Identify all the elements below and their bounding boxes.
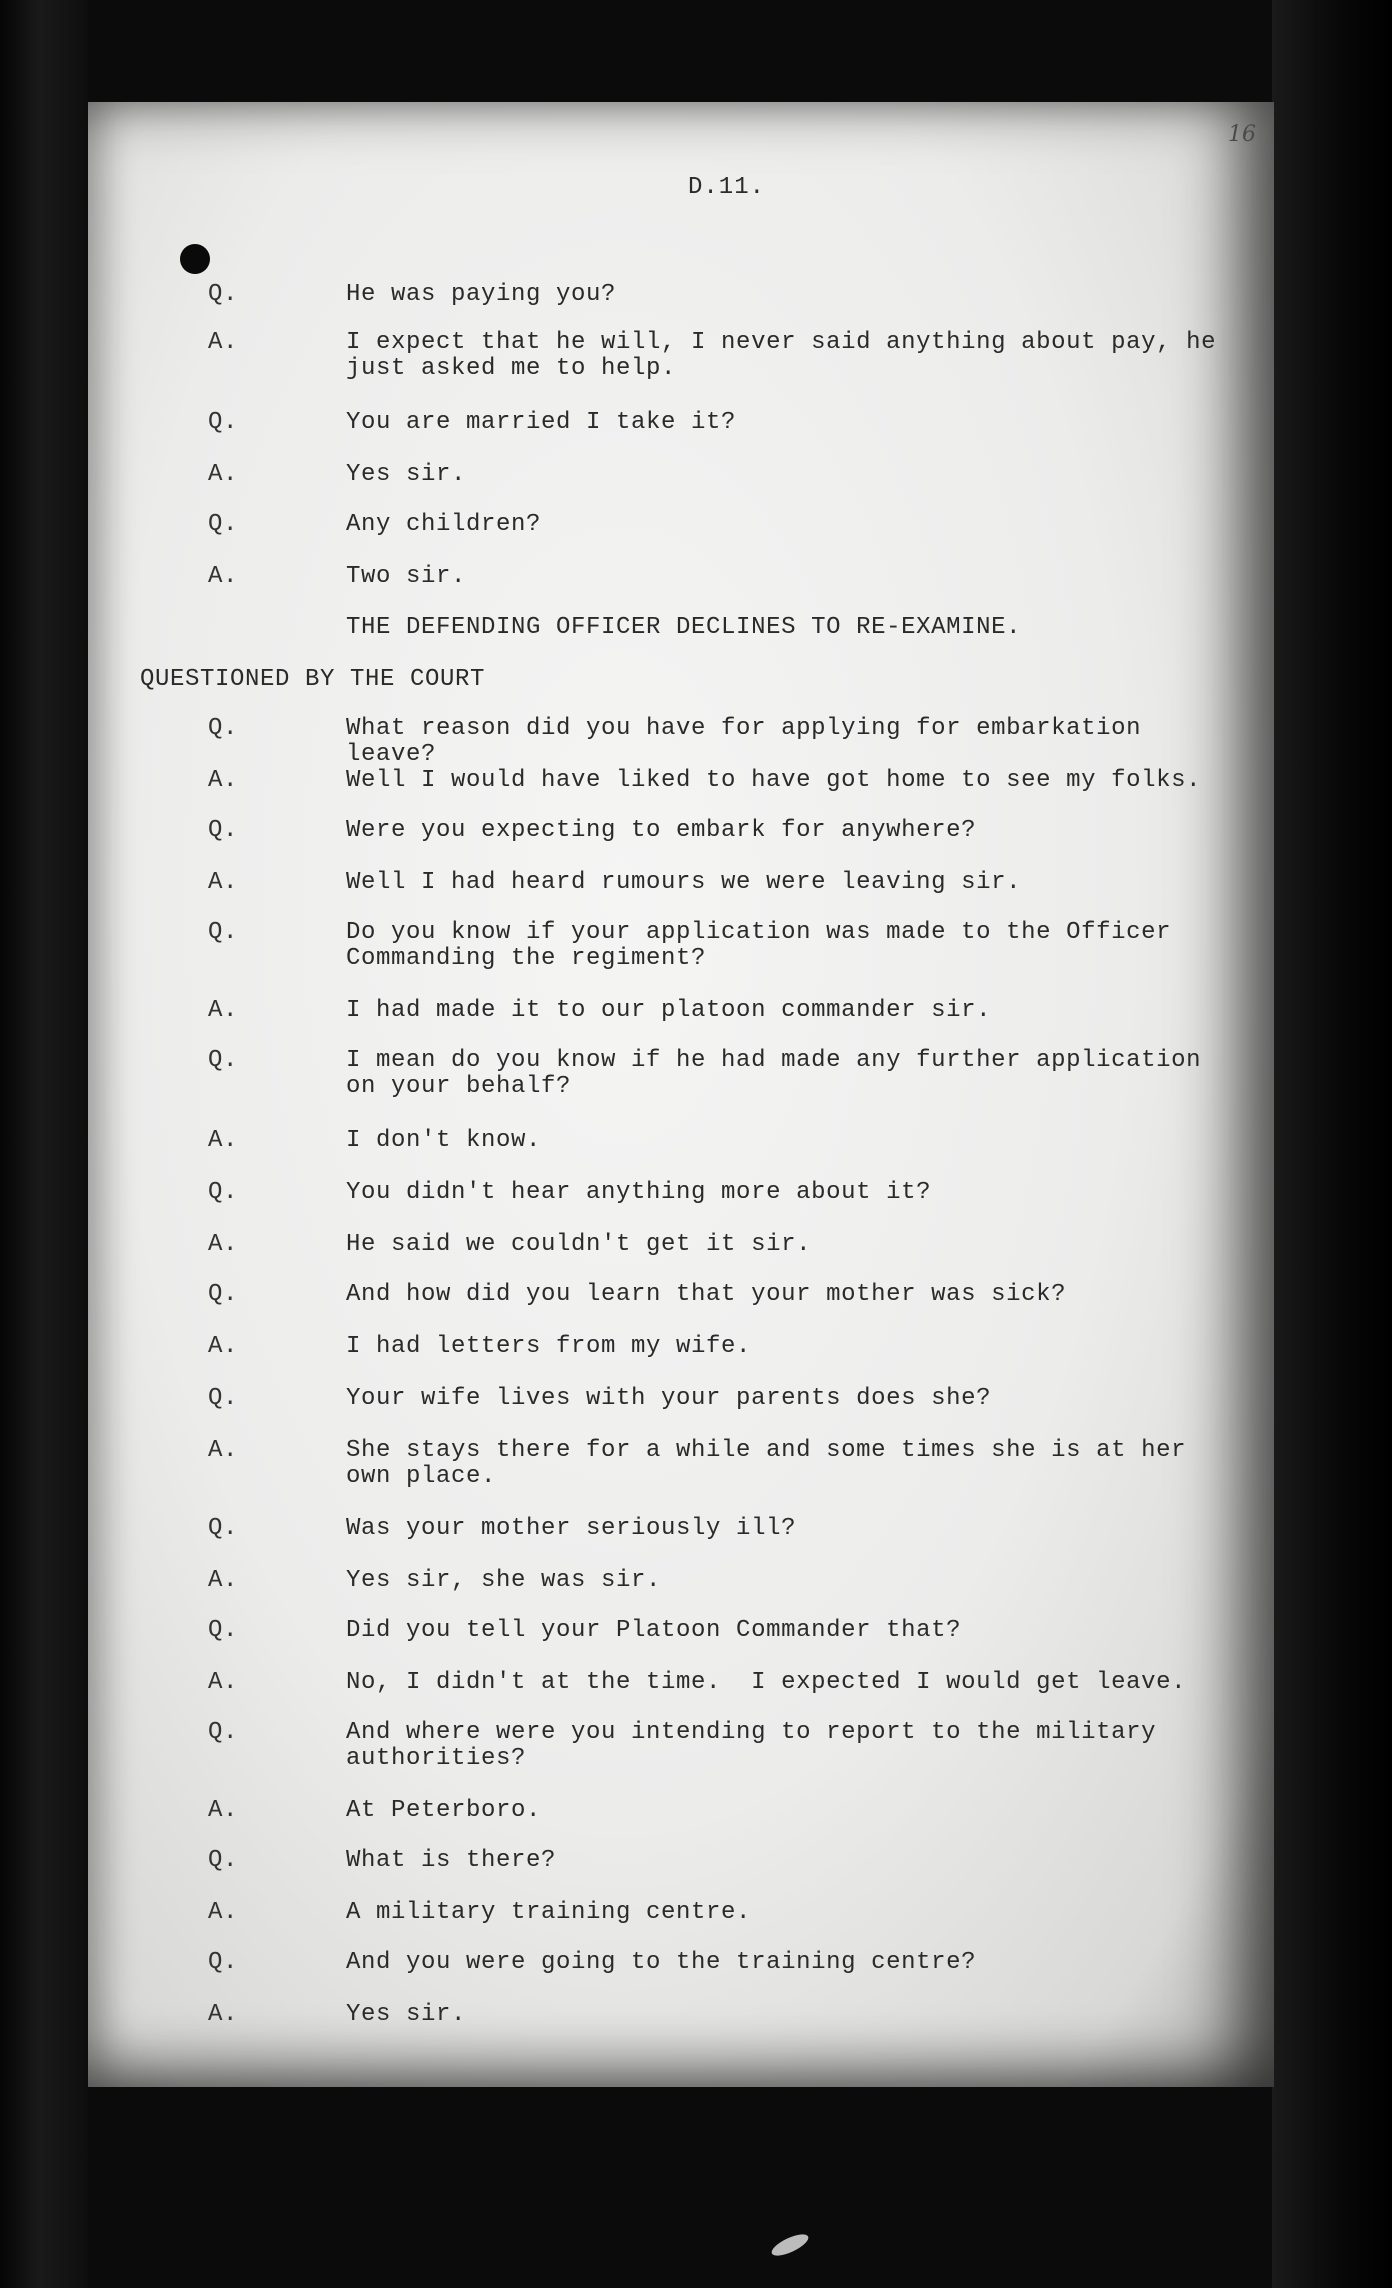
qa-text: I had letters from my wife. xyxy=(346,1333,752,1360)
qa-text: Well I had heard rumours we were leaving sir. xyxy=(346,869,1022,896)
qa-text: I mean do you know if he had made any further application on your behalf? xyxy=(346,1047,1202,1100)
section-heading: QUESTIONED BY THE COURT xyxy=(140,666,486,693)
qa-marker: A. xyxy=(208,1567,239,1594)
qa-marker: A. xyxy=(208,461,239,488)
qa-marker: A. xyxy=(208,1437,239,1464)
hole-punch xyxy=(180,244,210,274)
qa-marker: Q. xyxy=(208,1515,239,1542)
qa-marker: Q. xyxy=(208,281,239,308)
qa-marker: Q. xyxy=(208,817,239,844)
qa-marker: Q. xyxy=(208,1617,239,1644)
qa-text: Any children? xyxy=(346,511,542,538)
qa-marker: Q. xyxy=(208,409,239,436)
qa-marker: Q. xyxy=(208,511,239,538)
qa-marker: A. xyxy=(208,563,239,590)
qa-text: Yes sir. xyxy=(346,2001,467,2028)
qa-marker: A. xyxy=(208,1899,239,1926)
qa-marker: A. xyxy=(208,767,239,794)
qa-marker: A. xyxy=(208,1333,239,1360)
qa-text: Your wife lives with your parents does she? xyxy=(346,1385,992,1412)
qa-text: You didn't hear anything more about it? xyxy=(346,1179,932,1206)
qa-marker: Q. xyxy=(208,715,239,742)
qa-marker: A. xyxy=(208,329,239,356)
qa-text: I expect that he will, I never said anything about pay, he just asked me to help. xyxy=(346,329,1217,382)
qa-text: Were you expecting to embark for anywhere? xyxy=(346,817,977,844)
film-edge-left xyxy=(0,0,88,2288)
document-page xyxy=(88,102,1274,2087)
qa-text: He said we couldn't get it sir. xyxy=(346,1231,812,1258)
qa-text: And you were going to the training centre? xyxy=(346,1949,977,1976)
qa-text: She stays there for a while and some times she is at her own place. xyxy=(346,1437,1187,1490)
qa-text: Do you know if your application was made to the Officer Commanding the regiment? xyxy=(346,919,1172,972)
corner-mark: 16 xyxy=(1228,122,1256,147)
qa-marker: Q. xyxy=(208,1281,239,1308)
qa-marker: A. xyxy=(208,869,239,896)
qa-marker: Q. xyxy=(208,1385,239,1412)
qa-marker: Q. xyxy=(208,1047,239,1074)
qa-marker: Q. xyxy=(208,1719,239,1746)
qa-text: He was paying you? xyxy=(346,281,617,308)
qa-marker: Q. xyxy=(208,1179,239,1206)
qa-marker: Q. xyxy=(208,919,239,946)
qa-text: Yes sir, she was sir. xyxy=(346,1567,662,1594)
qa-text: What reason did you have for applying for embarkation leave? xyxy=(346,715,1157,768)
qa-marker: A. xyxy=(208,1127,239,1154)
qa-marker: Q. xyxy=(208,1847,239,1874)
qa-marker: A. xyxy=(208,2001,239,2028)
qa-text: Did you tell your Platoon Commander that? xyxy=(346,1617,962,1644)
qa-text: And where were you intending to report to the military authorities? xyxy=(346,1719,1157,1772)
examination-note: THE DEFENDING OFFICER DECLINES TO RE-EXAMINE. xyxy=(346,614,1022,641)
qa-text: A military training centre. xyxy=(346,1899,752,1926)
qa-text: At Peterboro. xyxy=(346,1797,542,1824)
qa-marker: A. xyxy=(208,1231,239,1258)
qa-text: I had made it to our platoon commander sir. xyxy=(346,997,992,1024)
film-edge-right xyxy=(1272,0,1392,2288)
qa-text: Two sir. xyxy=(346,563,467,590)
qa-marker: A. xyxy=(208,997,239,1024)
qa-text: Was your mother seriously ill? xyxy=(346,1515,797,1542)
qa-text: And how did you learn that your mother was sick? xyxy=(346,1281,1067,1308)
qa-marker: A. xyxy=(208,1797,239,1824)
qa-marker: A. xyxy=(208,1669,239,1696)
qa-text: You are married I take it? xyxy=(346,409,737,436)
qa-text: Yes sir. xyxy=(346,461,467,488)
qa-marker: Q. xyxy=(208,1949,239,1976)
qa-text: Well I would have liked to have got home to see my folks. xyxy=(346,767,1202,794)
qa-text: No, I didn't at the time. I expected I would get leave. xyxy=(346,1669,1187,1696)
page-number: D.11. xyxy=(688,174,766,201)
qa-text: I don't know. xyxy=(346,1127,542,1154)
qa-text: What is there? xyxy=(346,1847,557,1874)
film-scratch xyxy=(769,2230,811,2260)
